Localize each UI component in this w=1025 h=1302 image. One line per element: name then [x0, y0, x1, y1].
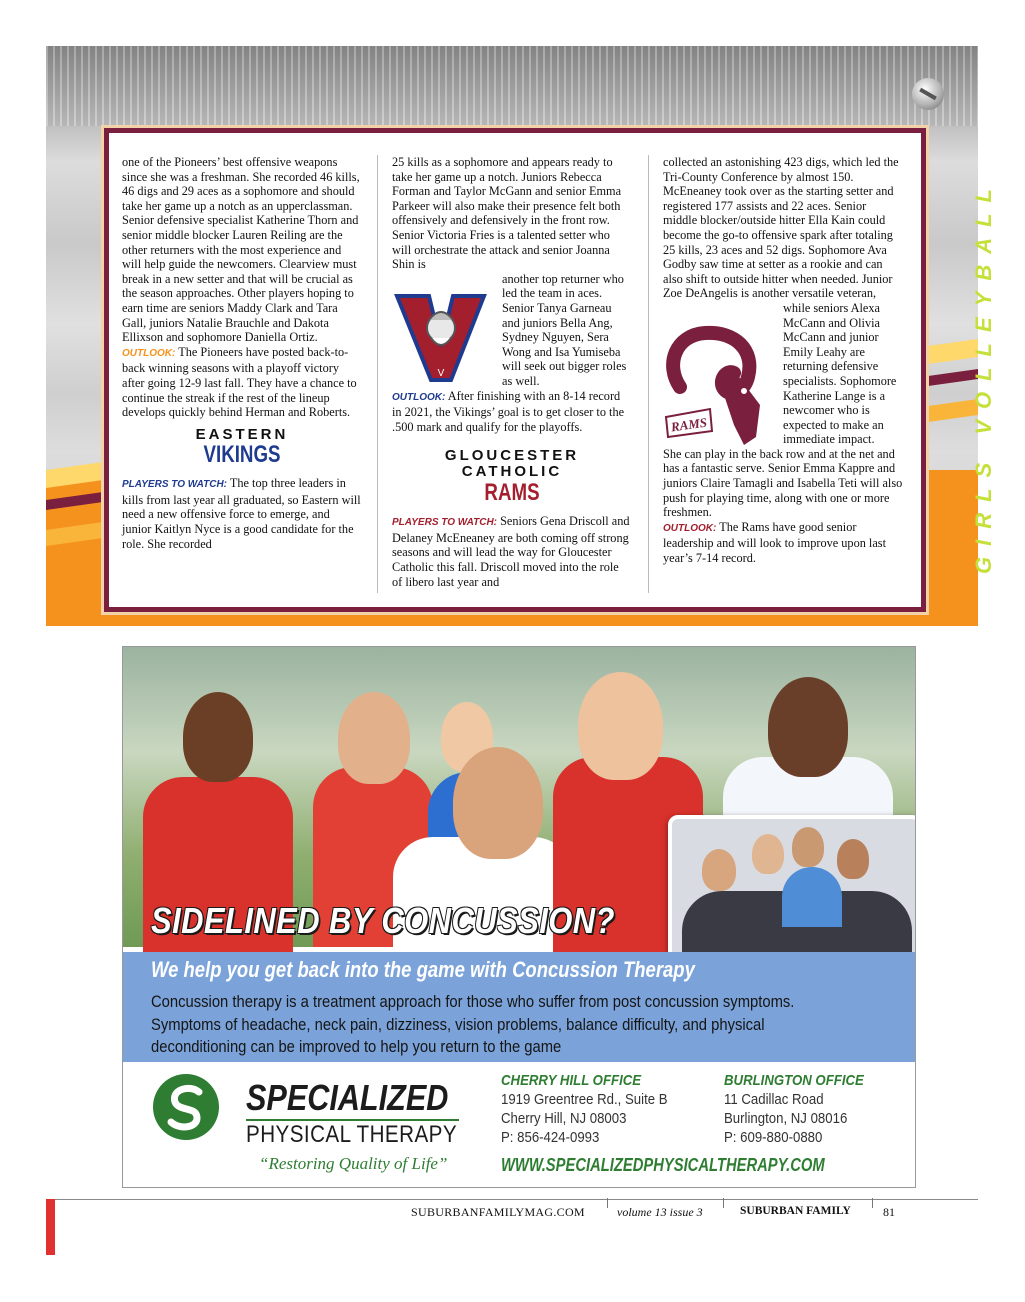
metal-texture [46, 46, 978, 126]
player-figure [768, 677, 848, 777]
col1-paragraph: one of the Pioneers’ best offensive weapons since she was a freshman. She recorded 46 kills, 46 digs and 29 aces as a sophomore and should take her game up a notch as an upperclassman. Senior defensive specialist Katherine Thorn and senior middle blocker Lauren Reiling are the other returners with the most experience and will help guide the newcomers. Clearview must break in a new setter and that will be crucial as the season approaches. Other players hoping to earn time are seniors Maddy Clark and Tara Gall, juniors Natalie Brauchle and Dakota Ellixson and sophomore Daniella Ortiz. [122, 155, 360, 345]
outlook-label: OUTLOOK: [663, 522, 717, 534]
ad-body: Concussion therapy is a treatment approach for those who suffer from post concussion symptoms. Symptoms of headache, neck pain, dizziness, vision problems, balance difficulty, and physical deconditioning can be improved to help you return to the game [151, 992, 795, 1056]
rams-logo [660, 325, 775, 450]
outlook-text: The Pioneers have posted back-to-back winning seasons with a playoff victory after going 12-9 last fall. They have a chance to continue the streak if the rest of the lineup develops quickly behind Herman and Roberts. [122, 344, 357, 420]
team-heading-top: GLOUCESTER [444, 447, 580, 465]
ptw-text: Seniors Gena Driscoll and Delaney McEneaney are both coming off strong seasons and will lead the way for Gloucester Catholic this fall. Driscoll moved into the role of libero last year and [392, 514, 630, 589]
footer-red-bar [46, 1199, 55, 1255]
team-heading-top: EASTERN [195, 425, 289, 443]
ad-team-photo [668, 815, 916, 973]
col1-players-to-watch [122, 476, 362, 551]
brand-tagline: “Restoring Quality of Life” [259, 1154, 448, 1173]
ad-subhead: We help you get back into the game with Concussion Therapy [151, 957, 695, 982]
office-title: CHERRY HILL OFFICE [501, 1072, 642, 1089]
office-title: BURLINGTON OFFICE [724, 1072, 864, 1089]
screw-icon [912, 78, 944, 110]
column-divider [648, 155, 649, 593]
vikings-logo-letter: V [437, 368, 445, 379]
footer-tick [872, 1198, 873, 1208]
ptw-label: PLAYERS TO WATCH: [392, 517, 497, 529]
outlook-label: OUTLOOK: [122, 347, 176, 359]
staff-figure [702, 849, 736, 891]
office-phone: P: 609-880-0880 [724, 1129, 823, 1146]
office-city: Burlington, NJ 08016 [724, 1110, 848, 1127]
col3-paragraph: collected an astonishing 423 digs, which led the Tri-County Conference by almost 150. McEneaney took over as the starting setter and registered 177 assists and 22 aces. Senior middle blocker/outside hitter Ella Kain could become the go-to offensive spark after totaling 25 kills, 23 aces and 52 digs. Sophomore Ava Godby saw time at setter as a rookie and can also shift to outside hitter when needed. Junior Zoe DeAngelis is another versatile veteran, [663, 155, 899, 301]
col1-outlook [122, 345, 362, 420]
col3-paragraph-2: while seniors Alexa McCann and Olivia McCann and junior Emily Leahy are returning defensive specialists. Sophomore Katherine Lange is a newcomer who is expected to make an immediate impact. [783, 300, 897, 447]
col2-players-to-watch [392, 514, 632, 589]
ptw-text: The top three leaders in kills from last year all graduated, so Eastern will need a new offensive force to emerge, and junior Kaitlyn Nyce is a good candidate for the role. She recorded [122, 476, 361, 551]
office-city: Cherry Hill, NJ 08003 [501, 1110, 627, 1127]
col2-outlook [392, 389, 632, 435]
section-label: GIRLS VOLLEYBALL [971, 178, 996, 574]
column-1 [122, 155, 362, 551]
outlook-label: OUTLOOK: [392, 391, 446, 403]
team-heading-name: RAMS [484, 479, 540, 507]
team-heading-name: VIKINGS [203, 441, 281, 469]
player-figure [338, 692, 410, 784]
ad-headline: SIDELINED BY CONCUSSION? [151, 900, 615, 941]
office-cherry-hill [501, 1071, 668, 1147]
player-figure [453, 747, 543, 859]
footer-rule [46, 1199, 978, 1200]
staff-figure [837, 839, 869, 879]
footer-tick [607, 1198, 608, 1208]
rams-logo-text: RAMS [669, 414, 708, 435]
article-panel [104, 128, 926, 612]
office-burlington [724, 1071, 864, 1147]
footer-page-number: 81 [883, 1205, 895, 1219]
col3-outlook [663, 520, 903, 566]
team-heading-top-2: CATHOLIC [461, 463, 563, 481]
staff-figure [792, 827, 824, 867]
concussion-ad [122, 646, 916, 1188]
outlook-text: After finishing with an 8-14 record in 2021, the Vikings’ goal is to get closer to the .500 mark and qualify for the playoffs. [392, 388, 625, 434]
vikings-logo [393, 290, 488, 385]
player-figure [183, 692, 253, 782]
ad-website[interactable]: WWW.SPECIALIZEDPHYSICALTHERAPY.COM [501, 1155, 825, 1175]
outlook-text: The Rams have good senior leadership and will look to improve upon last year’s 7-14 record. [663, 519, 887, 566]
footer-site[interactable]: SUBURBANFAMILYMAG.COM [411, 1205, 585, 1219]
player-figure [578, 672, 663, 780]
specialized-pt-logo [151, 1072, 221, 1142]
office-address: 11 Cadillac Road [724, 1091, 824, 1108]
brand-name: SPECIALIZED [246, 1077, 449, 1118]
col3-paragraph-3: She can play in the back row and at the net and has a fantastic serve. Senior Emma Kappre and juniors Claire Tamagli and Isabella Teti will also push for playing time, along with one or more freshmen. [663, 446, 903, 520]
footer-tick [723, 1198, 724, 1208]
col2-paragraph: 25 kills as a sophomore and appears ready to take her game up a notch. Juniors Rebecca Forman and Taylor McGann and senior Emma Parkeer will also make their presence felt both offensively and defensively in the front row. Senior Victoria Fries is a talented setter who will orchestrate the attack and senior Joanna Shin is [392, 155, 622, 272]
office-address: 1919 Greentree Rd., Suite B [501, 1091, 668, 1108]
footer-issue: volume 13 issue 3 [617, 1205, 703, 1219]
office-phone: P: 856-424-0993 [501, 1129, 600, 1146]
staff-shirt-blue [782, 867, 842, 927]
footer-magazine: SUBURBAN FAMILY [740, 1205, 851, 1217]
staff-figure [752, 834, 784, 874]
ptw-label: PLAYERS TO WATCH: [122, 479, 227, 491]
col2-paragraph-2: another top returner who led the team in aces. Senior Tanya Garneau and juniors Bella Ang, Sydney Nguyen, Sera Wong and Isa Yumiseba will seek out bigger roles as well. [502, 271, 627, 388]
brand-subtitle: PHYSICAL THERAPY [246, 1121, 458, 1148]
column-divider [377, 155, 378, 593]
